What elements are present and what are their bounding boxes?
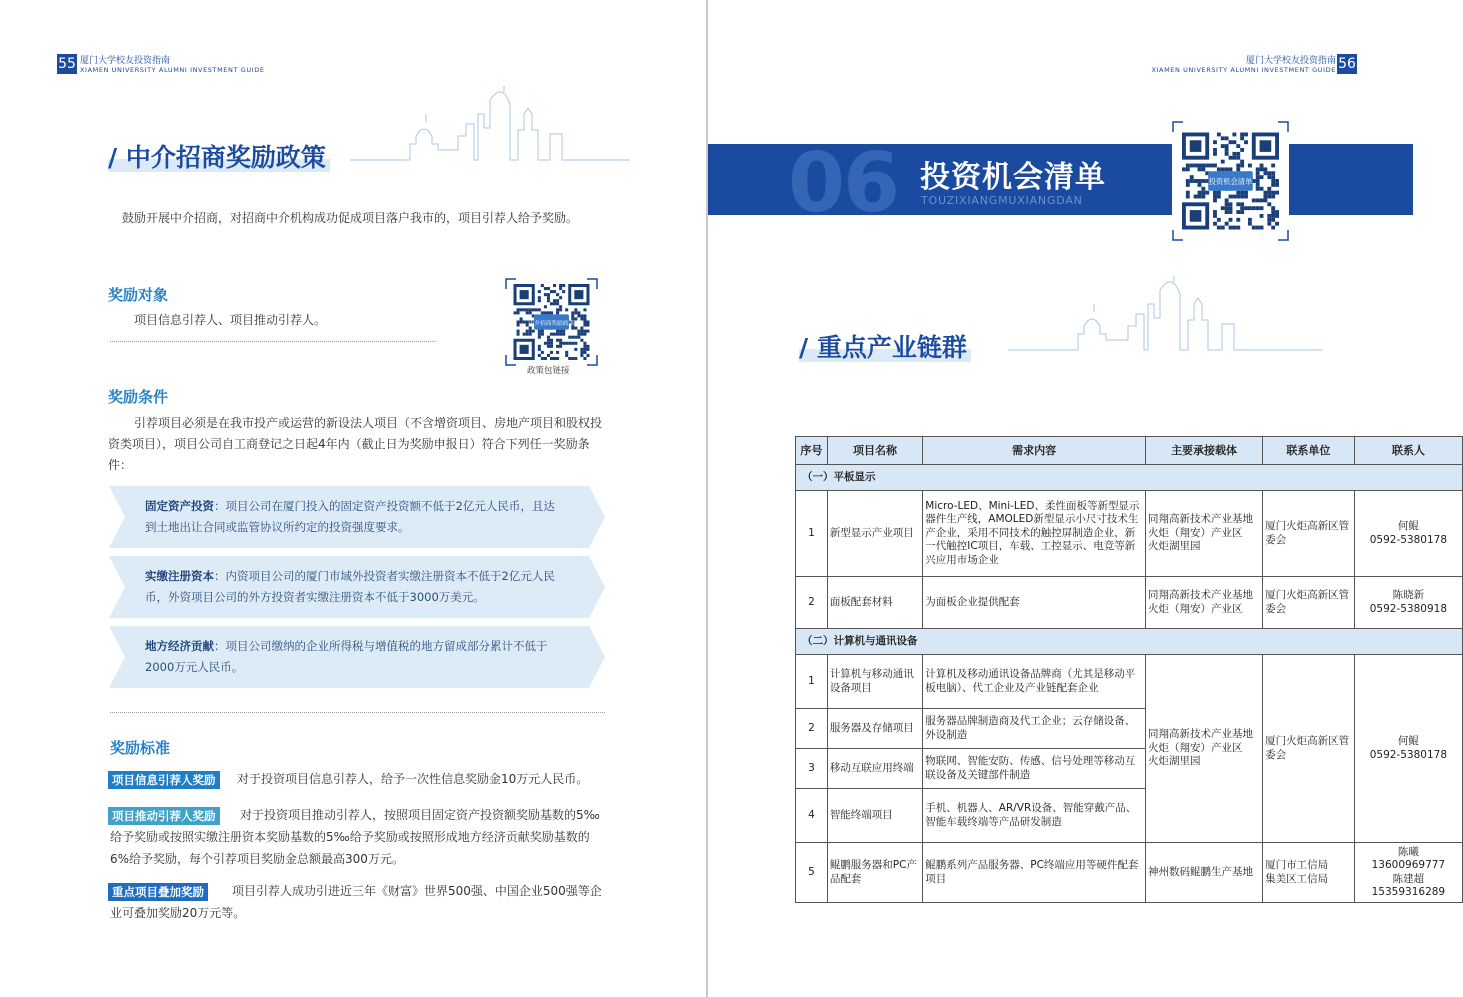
cell-name: 新型显示产业项目 (827, 491, 922, 577)
section-title: / 中介招商奖励政策 (108, 138, 330, 174)
condition-text: ：项目公司在厦门投入的固定资产投资额不低于2亿元人民币，且达到土地出让合同或监管协议所约定的投资强度要求。 (145, 499, 555, 534)
group-row: （一）平板显示 (796, 465, 1463, 491)
table-header-row (796, 437, 1463, 465)
chapter-banner (708, 136, 1413, 231)
standard-text: 对于投资项目信息引荐人，给予一次性信息奖励金10万元人民币。 (237, 772, 589, 786)
cell-name: 移动互联应用终端 (827, 749, 922, 789)
standard-text: 项目引荐人成功引进近三年《财富》世界500强、中国企业500强等企业可叠加奖励20万元等。 (110, 884, 602, 920)
cell-contact: 陈晓新 0592-5380918 (1354, 577, 1462, 629)
qr-caption: 政策包链接 (527, 366, 570, 376)
col-header-demand: 需求内容 (923, 437, 1146, 465)
cell-demand: 物联网、智能安防、传感、信号处理等移动互联设备及关键部件制造 (923, 749, 1146, 789)
cell-contact: 陈曦 13600969777 陈建超 15359316289 (1354, 843, 1462, 903)
skyline-illustration (350, 84, 630, 164)
divider (110, 341, 435, 342)
cell-no: 1 (796, 491, 828, 577)
reward-target-title: 奖励对象 (108, 286, 169, 304)
cell-name: 服务器及存储项目 (827, 709, 922, 749)
investment-table (795, 436, 1463, 903)
col-header-no: 序号 (796, 437, 828, 465)
header-title-en: XIAMEN UNIVERSITY ALUMNI INVESTMENT GUIDE (1151, 66, 1336, 74)
cell-demand: 手机、机器人、AR/VR设备、智能穿戴产品、智能车载终端等产品研发制造 (923, 789, 1146, 843)
cell-no: 5 (796, 843, 828, 903)
cell-demand: 计算机及移动通讯设备品牌商（尤其是移动平板电脑）、代工企业及产业链配套企业 (923, 655, 1146, 709)
table-row (796, 655, 1463, 709)
chapter-subtitle: TOUZIXIANGMUXIANGDAN (921, 194, 1083, 207)
table-row (796, 491, 1463, 577)
cell-demand: 鲲鹏系列产品服务器、PC终端应用等硬件配套项目 (923, 843, 1146, 903)
condition-fixed-assets (109, 486, 605, 548)
table-row (796, 843, 1463, 903)
standard-tag: 重点项目叠加奖励 (108, 883, 208, 901)
cell-demand: Micro-LED、Mini-LED、柔性面板等新型显示器件生产线，AMOLED新型显示小尺寸技术生产企业，采用不同技术的触控屏制造企业，新一代触控IC项目，车载、工控显示、电竞等新兴应用市场企业 (923, 491, 1146, 577)
standard-tag: 项目推动引荐人奖励 (108, 807, 220, 825)
qr-label: 投资机会清单 (1208, 177, 1253, 186)
cell-name: 计算机与移动通讯设备项目 (827, 655, 922, 709)
cell-no: 4 (796, 789, 828, 843)
reward-conditions-text: 引荐项目必须是在我市投产或运营的新设法人项目（不含增资项目、房地产项目和股权投资类项目），项目公司自工商登记之日起4年内（截止日为奖励申报日）符合下列任一奖励条件： (108, 416, 603, 472)
standard-text: 对于投资项目推动引荐人，按照项目固定资产投资额奖励基数的5‰给予奖励或按照实缴注册资本奖励基数的5‰给予奖励或按照形成地方经济贡献奖励基数的6%给予奖励，每个引荐项目奖励金总额最高300万元。 (110, 808, 600, 866)
cell-unit: 厦门市工信局 集美区工信局 (1263, 843, 1355, 903)
reward-target-text: 项目信息引荐人、项目推动引荐人。 (134, 313, 327, 327)
cell-no: 2 (796, 577, 828, 629)
right-page (708, 0, 1448, 997)
intro-text: 鼓励开展中介招商，对招商中介机构成功促成项目落户我市的，项目引荐人给予奖励。 (122, 211, 579, 225)
cell-unit: 厦门火炬高新区管委会 (1263, 577, 1355, 629)
qr-code[interactable] (505, 278, 598, 366)
reward-conditions-title: 奖励条件 (108, 388, 169, 406)
cell-carrier: 同翔高新技术产业基地 火炬（翔安）产业区 (1146, 577, 1263, 629)
table-row (796, 577, 1463, 629)
cell-name: 鲲鹏服务器和PC产品配套 (827, 843, 922, 903)
condition-registered-capital (109, 556, 605, 618)
reward-standards-title: 奖励标准 (110, 739, 171, 757)
cell-carrier: 同翔高新技术产业基地 火炬（翔安）产业区 火炬湖里园 (1146, 491, 1263, 577)
header-title-cn: 厦门大学校友投资指南 (80, 56, 171, 66)
cell-no: 1 (796, 655, 828, 709)
col-header-contact: 联系人 (1354, 437, 1462, 465)
chapter-number: 06 (788, 136, 899, 231)
condition-name: 实缴注册资本 (145, 569, 214, 583)
header-title-cn: 厦门大学校友投资指南 (1245, 56, 1336, 66)
group-row: （二）计算机与通讯设备 (796, 629, 1463, 655)
left-page (0, 0, 707, 997)
col-header-carrier: 主要承接载体 (1146, 437, 1263, 465)
qr-code[interactable] (1172, 121, 1289, 241)
cell-name: 智能终端项目 (827, 789, 922, 843)
chapter-title: 投资机会清单 (920, 160, 1106, 195)
standard-tag: 项目信息引荐人奖励 (108, 771, 220, 789)
condition-name: 地方经济贡献 (145, 639, 214, 653)
cell-demand: 服务器品牌制造商及代工企业；云存储设备、外设制造 (923, 709, 1146, 749)
condition-text: ：内资项目公司的厦门市域外投资者实缴注册资本不低于2亿元人民币，外资项目公司的外方投资者实缴注册资本不低于3000万美元。 (145, 569, 555, 604)
cell-carrier: 神州数码鲲鹏生产基地 (1146, 843, 1263, 903)
page-number: 56 (1338, 56, 1356, 72)
cell-contact: 何鲲 0592-5380178 (1354, 491, 1462, 577)
section-title: / 重点产业链群 (799, 328, 971, 364)
skyline-illustration (1008, 272, 1323, 354)
cell-no: 3 (796, 749, 828, 789)
condition-local-contribution (109, 626, 605, 688)
divider (110, 712, 605, 713)
cell-unit: 厦门火炬高新区管委会 (1263, 655, 1355, 843)
cell-carrier: 同翔高新技术产业基地 火炬（翔安）产业区 火炬湖里园 (1146, 655, 1263, 843)
cell-no: 2 (796, 709, 828, 749)
page-number: 55 (58, 56, 76, 72)
condition-name: 固定资产投资 (145, 499, 214, 513)
cell-demand: 为面板企业提供配套 (923, 577, 1146, 629)
qr-label: 中介招商奖励政策 (528, 321, 575, 327)
cell-unit: 厦门火炬高新区管委会 (1263, 491, 1355, 577)
cell-contact: 何鲲 0592-5380178 (1354, 655, 1462, 843)
col-header-name: 项目名称 (827, 437, 922, 465)
cell-name: 面板配套材料 (827, 577, 922, 629)
col-header-unit: 联系单位 (1263, 437, 1355, 465)
header-title-en: XIAMEN UNIVERSITY ALUMNI INVESTMENT GUIDE (80, 66, 265, 74)
condition-text: ：项目公司缴纳的企业所得税与增值税的地方留成部分累计不低于2000万元人民币。 (145, 639, 548, 674)
